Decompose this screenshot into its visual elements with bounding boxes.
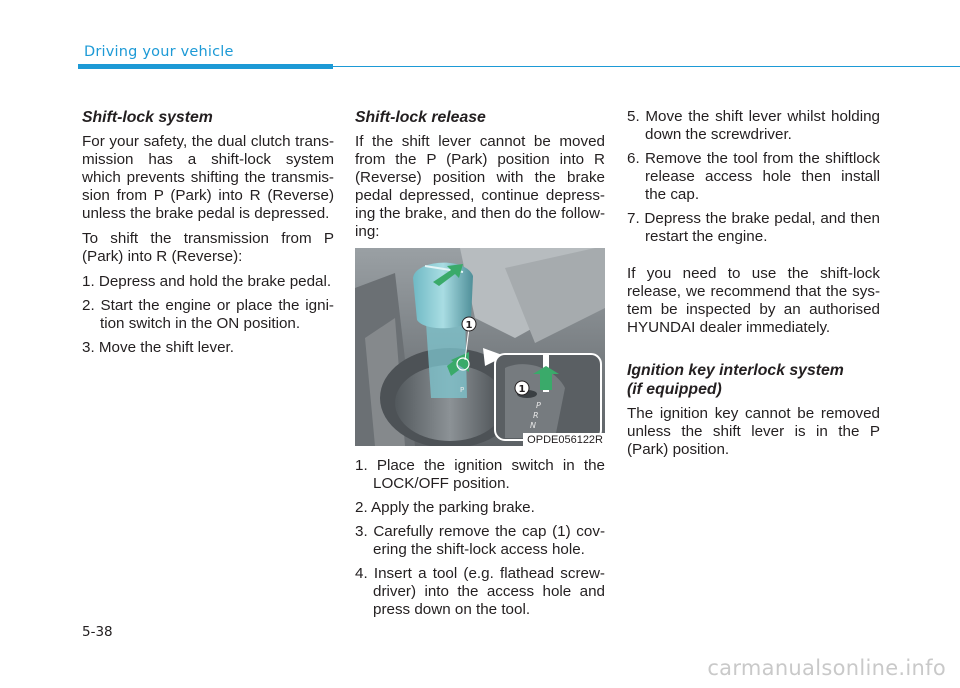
- callout-1-main: 1: [465, 320, 473, 331]
- header-rule-thick: [78, 64, 333, 69]
- column-3: [627, 108, 880, 466]
- list-item: 4. Insert a tool (e.g. flathead screw-driver) into the access hole and press down on the tool.: [355, 565, 605, 618]
- list-item: 1. Place the ignition switch in the LOCK/OFF position.: [355, 457, 605, 492]
- shift-lever-drawing: [355, 248, 605, 446]
- heading-line-1: Ignition key interlock system: [627, 362, 844, 379]
- column-1: [82, 108, 334, 363]
- list-item: 2. Apply the parking brake.: [355, 499, 535, 516]
- ignition-key-paragraph: The ignition key cannot be removed unless the shift lever is in the P (Park) position.: [627, 405, 880, 458]
- ignition-key-interlock-heading: [627, 361, 880, 399]
- list-item: 5. Move the shift lever whilst holding down the screwdriver.: [627, 108, 880, 143]
- list-item: 3. Carefully remove the cap (1) cov-ering the shift-lock access hole.: [355, 523, 605, 558]
- dealer-inspection-paragraph: If you need to use the shift-lock release, we recommend that the sys-tem be inspected by an authorised HYUNDAI dealer immediately.: [627, 265, 880, 336]
- heading-line-2: (if equipped): [627, 381, 722, 398]
- shift-lock-system-heading: Shift-lock system: [82, 109, 213, 126]
- list-item: 7. Depress the brake pedal, and then restart the engine.: [627, 210, 880, 245]
- list-item: 6. Remove the tool from the shiftlock release access hole then install the cap.: [627, 150, 880, 203]
- shift-lock-release-heading: Shift-lock release: [355, 109, 486, 126]
- gear-letter-small: P: [460, 386, 465, 394]
- watermark: carmanualsonline.info: [707, 656, 946, 680]
- shift-lock-intro-paragraph: For your safety, the dual clutch trans-mission has a shift-lock system which prevents shifting the transmis-sion from P (Park) into R (Reverse) unless the brake pedal is depressed.: [82, 133, 334, 222]
- inset-gear-r: R: [533, 411, 539, 420]
- callout-1-inset: 1: [518, 384, 526, 395]
- shift-lever-illustration: [355, 248, 605, 446]
- list-item: 3. Move the shift lever.: [82, 339, 234, 356]
- inset-gear-n: N: [530, 421, 536, 430]
- figure-code: OPDE056122R: [523, 433, 605, 446]
- shift-steps-list: [82, 273, 334, 357]
- shift-instruction-paragraph: To shift the transmission from P (Park) into R (Reverse):: [82, 230, 334, 265]
- spacer: [627, 252, 880, 265]
- page-number: 5-38: [82, 624, 113, 640]
- header-rule-thin: [333, 66, 960, 67]
- list-item: 1. Depress and hold the brake pedal.: [82, 273, 332, 290]
- list-item: 2. Start the engine or place the igni-tion switch in the ON position.: [82, 297, 334, 332]
- release-steps-continued-list: [627, 108, 880, 246]
- section-header: Driving your vehicle: [84, 44, 234, 60]
- spacer: [627, 344, 880, 361]
- inset-gear-p: P: [536, 401, 541, 410]
- release-steps-list: [355, 457, 605, 619]
- column-2: [355, 108, 605, 625]
- shift-lock-release-paragraph: If the shift lever cannot be moved from the P (Park) position into R (Reverse) position with the brake pedal depressed, continue depress-ing the brake, and then do the follow-ing:: [355, 133, 605, 240]
